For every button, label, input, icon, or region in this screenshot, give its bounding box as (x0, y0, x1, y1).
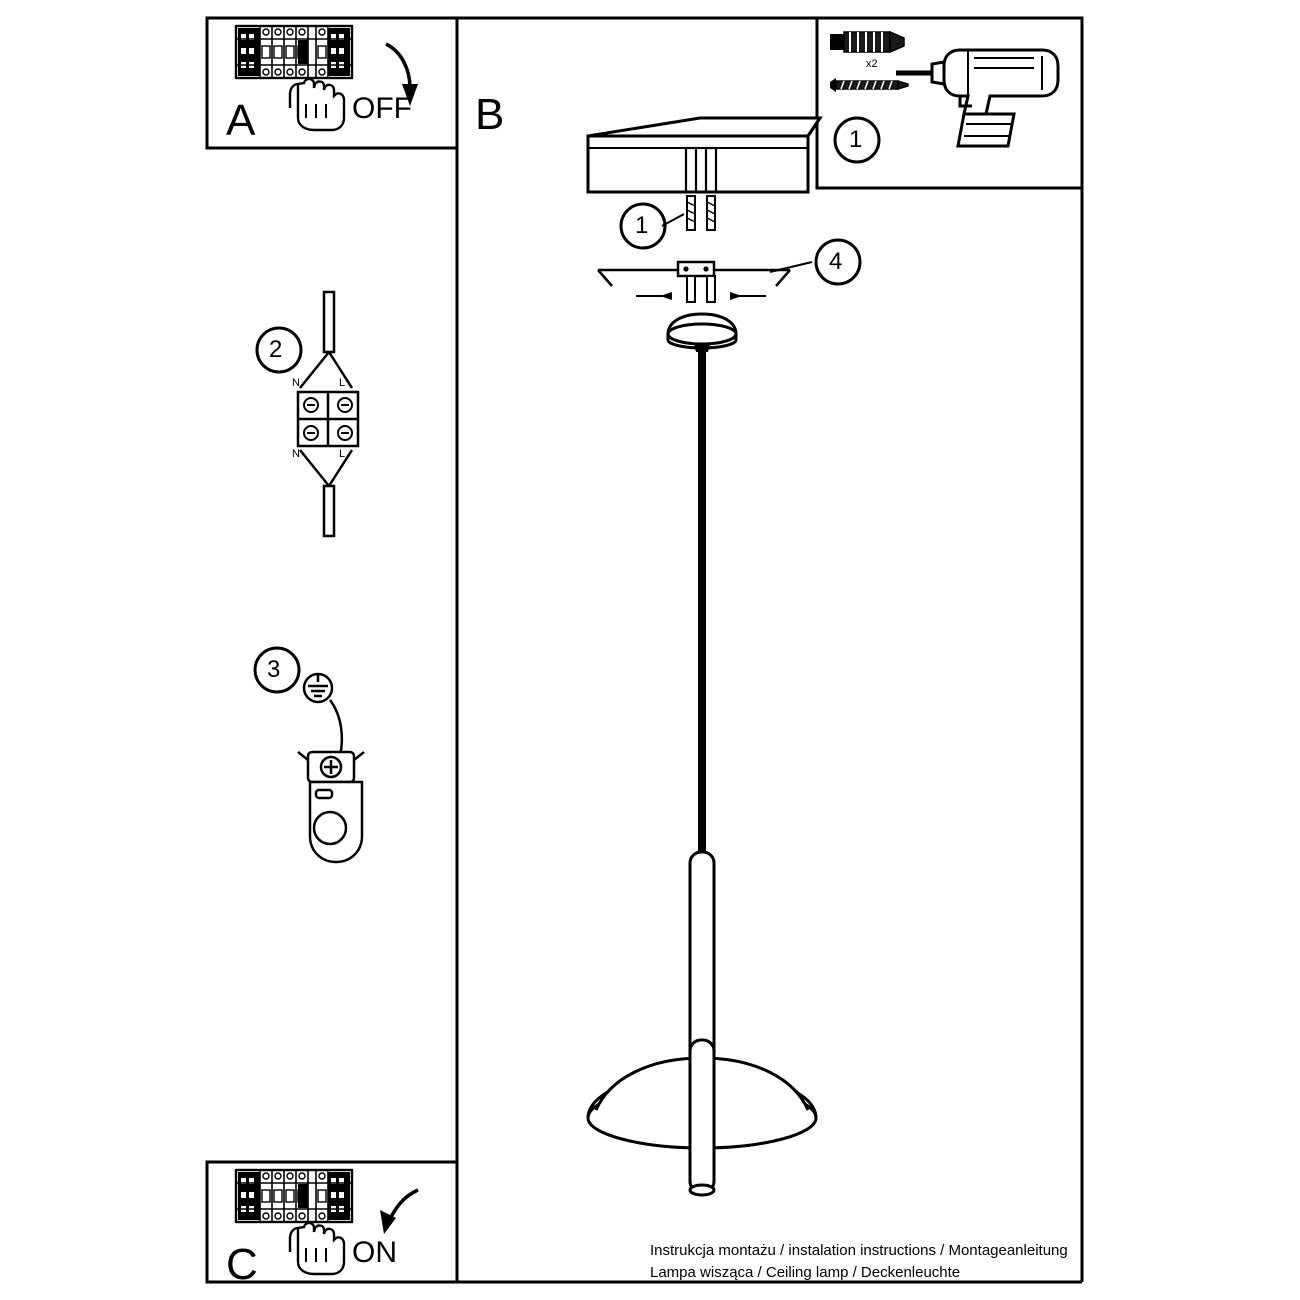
panel-a-letter: A (226, 96, 256, 145)
footer-line-1: Instrukcja montażu / instalation instructions / Montageanleitung (650, 1242, 1068, 1259)
step-number-ceiling: 1 (635, 212, 649, 239)
ceiling-slab (588, 136, 808, 192)
ceiling-mount-illustration (588, 118, 820, 230)
step-number-wiring: 2 (269, 336, 283, 363)
arrow-up-on (380, 1190, 418, 1234)
wiring-label-n-bottom: N (292, 448, 300, 460)
screw (830, 78, 908, 92)
ceiling-slab-top (588, 118, 820, 136)
panel-b-letter: B (475, 90, 505, 139)
wiring-label-l-bottom: L (339, 448, 346, 460)
wiring-illustration (298, 292, 358, 536)
ceiling-screws (687, 196, 715, 230)
step-number-drill: 1 (849, 126, 863, 153)
canopy-clamp (694, 344, 710, 352)
mounting-bracket (598, 262, 812, 302)
wiring-label-n-top: N (292, 377, 300, 389)
earth-illustration (298, 674, 364, 862)
panel-c-state-label: ON (352, 1236, 397, 1269)
pendant-lamp (588, 314, 816, 1195)
step-number-earth: 3 (267, 656, 281, 683)
ground-symbol (304, 674, 332, 702)
panel-c-letter: C (226, 1240, 258, 1289)
wiring-label-l-top: L (339, 377, 346, 389)
footer-line-2: Lampa wisząca / Ceiling lamp / Deckenleuchte (650, 1264, 961, 1281)
panel-a-state-label: OFF (352, 92, 412, 125)
wall-plug (830, 32, 904, 52)
lamp-cable (698, 352, 706, 852)
tools-illustration (830, 32, 1058, 146)
power-drill (896, 50, 1058, 146)
quantity-label: x2 (866, 58, 878, 70)
step-number-bracket: 4 (829, 248, 843, 275)
